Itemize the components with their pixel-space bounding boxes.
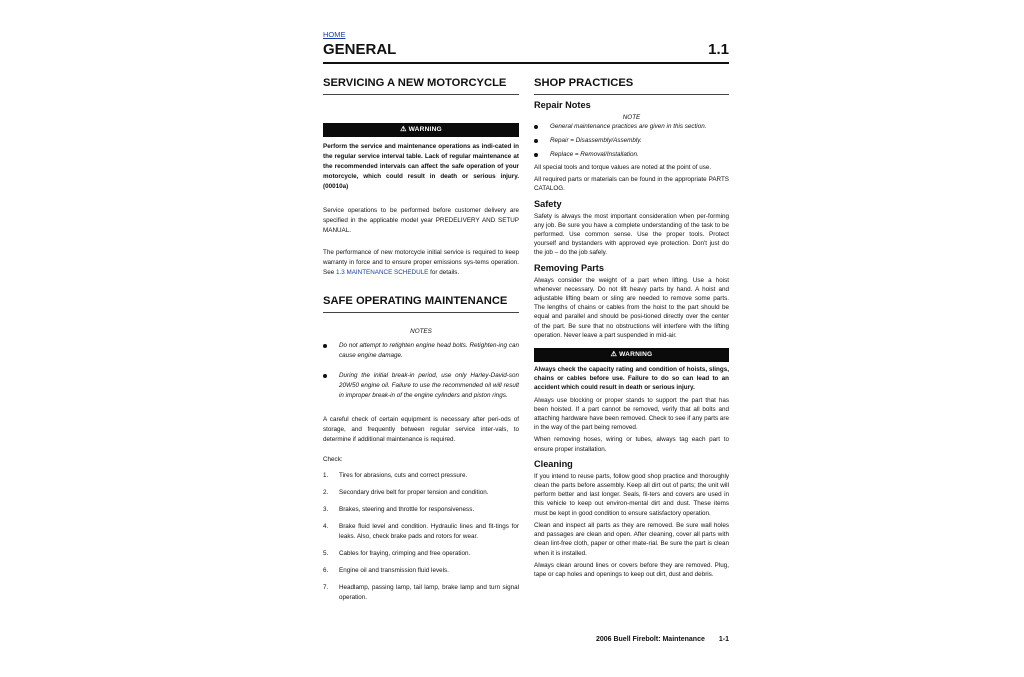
paragraph: Clean and inspect all parts as they are removed. Be sure wall holes and passages are clean and open. After cleaning, cover all parts with clean lint-free cloth, paper or other mate-rial. Be sure the part is clean when it is installed. xyxy=(534,521,729,557)
section-divider xyxy=(323,312,519,313)
list-item: Replace = Removal/Installation. xyxy=(534,150,729,159)
warning-text: Perform the service and maintenance operations as indi-cated in the regular service interval table. Lack of regular maintenance at the recommended intervals can affect the safe operation of your motorcycle, which could result in death or serious injury. (00010a) xyxy=(323,143,519,190)
step-item: 4. Brake fluid level and condition. Hydraulic lines and fit-tings for leaks. Also, check brake pads and rotors for wear. xyxy=(323,523,519,540)
step-item: 7. Headlamp, passing lamp, tail lamp, brake lamp and turn signal operation. xyxy=(323,584,519,601)
maintenance-schedule-link[interactable]: 1.3 MAINTENANCE SCHEDULE xyxy=(335,269,429,276)
paragraph: All special tools and torque values are noted at the point of use. xyxy=(534,164,712,171)
notes-list xyxy=(323,341,519,401)
page-title: GENERAL xyxy=(323,41,397,58)
cleaning-heading: Cleaning xyxy=(534,458,573,469)
list-item: Repair = Disassembly/Assembly. xyxy=(534,136,729,145)
home-link[interactable]: HOME xyxy=(323,30,346,39)
manual-title: 2006 Buell Firebolt: Maintenance xyxy=(595,636,705,643)
step-item: 5. Cables for fraying, crimping and free operation. xyxy=(323,550,471,557)
bullet-icon xyxy=(534,153,538,157)
warning-banner xyxy=(534,348,729,362)
paragraph-with-link xyxy=(323,248,519,278)
check-label: Check: xyxy=(323,456,343,463)
paragraph: A careful check of certain equipment is necessary after peri-ods of storage, and frequently between regular service inter-vals, to determine if additional maintenance is required. xyxy=(323,416,519,443)
paragraph: Always consider the weight of a part when lifting. Use a hoist whenever necessary. Do not lift heavy parts by hand. A hoist and adjustable lifting beam or sling are needed to remove some parts. The lengths of chains or cables from the hoist to the part should be equal and parallel and should be posi-tioned directly over the center of the part. Be sure that no obstructions will interfere with the lifting operation. Never leave a part suspended in mid-air. xyxy=(534,276,729,339)
paragraph: Safety is always the most important consideration when per-forming any job. Be sure you have a complete understanding of the task to be performed. Use common sense. Use the proper tools. Protect yourself and bystanders with approved eye protection. Don't just do the job – do the job safely. xyxy=(534,212,729,257)
page-footer xyxy=(534,636,729,643)
step-item: 1. Tires for abrasions, cuts and correct pressure. xyxy=(323,472,468,479)
check-steps xyxy=(323,471,519,603)
section-divider xyxy=(534,94,729,95)
paragraph: Always clean around lines or covers before they are removed. Plug, tape or cap holes and openings to keep out dirt, dust and debris. xyxy=(534,561,729,578)
page-number: 1-1 xyxy=(718,636,729,643)
step-item: 2. Secondary drive belt for proper tension and condition. xyxy=(323,489,489,496)
safe-operating-heading: SAFE OPERATING MAINTENANCE xyxy=(323,295,508,307)
warning-text: Always check the capacity rating and condition of hoists, slings, chains or cables before use. Failure to do so can lead to an accident which could result in death or serious injury. xyxy=(534,366,729,392)
servicing-heading: SERVICING A NEW MOTORCYCLE xyxy=(323,77,507,89)
paragraph: When removing hoses, wiring or tubes, always tag each part to ensure proper installation. xyxy=(534,436,729,453)
removing-parts-heading: Removing Parts xyxy=(534,262,604,273)
paragraph: Always use blocking or proper stands to support the part that has been hoisted. If a part cannot be removed, verify that all bolts and attaching hardware have been removed. Check to see if any parts are in the way of the part being removed. xyxy=(534,396,729,432)
list-item: During the initial break-in period, use only Harley-David-son 20W50 engine oil. Failure to use the recommended oil will result in improper break-in of the engine cylinders and piston rings. xyxy=(323,371,519,401)
page-title-row xyxy=(323,41,729,61)
list-item: General maintenance practices are given in this section. xyxy=(534,122,729,131)
list-item: Do not attempt to retighten engine head bolts. Retighten-ing can cause engine damage. xyxy=(323,341,519,361)
warning-label: WARNING xyxy=(619,351,653,359)
bullet-icon xyxy=(323,344,327,348)
repair-notes-list xyxy=(534,122,729,159)
left-column xyxy=(323,76,519,603)
bullet-icon xyxy=(534,139,538,143)
warning-icon: ⚠ xyxy=(610,351,618,359)
notes-label: NOTES xyxy=(410,328,432,335)
warning-icon: ⚠ xyxy=(400,126,407,133)
repair-notes-heading: Repair Notes xyxy=(534,100,591,110)
step-item: 6. Engine oil and transmission fluid levels. xyxy=(323,567,449,574)
note-label: NOTE xyxy=(622,114,641,121)
paragraph: If you intend to reuse parts, follow good shop practice and thoroughly clean the parts before assembly. Keep all dirt out of parts; the unit will perform better and last longer. Seals, fil-ters and covers are used in this vehicle to keep out environ-mental dirt and dust. These items must be kept in good condition to ensure satisfactory operation. xyxy=(534,472,729,517)
right-column xyxy=(534,76,729,579)
bullet-icon xyxy=(534,125,538,129)
paragraph: Service operations to be performed before customer delivery are specified in the applicable model year PREDELIVERY AND SETUP MANUAL. xyxy=(323,207,519,234)
section-number: 1.1 xyxy=(708,41,729,58)
text: The performance of new motorcycle initial service is required to keep warranty in force and to ensure proper emissions sys-tems operation. See xyxy=(323,249,519,276)
paragraph: All required parts or materials can be found in the appropriate PARTS CATALOG. xyxy=(534,176,729,193)
shop-practices-heading: SHOP PRACTICES xyxy=(534,77,634,89)
step-item: 3. Brakes, steering and throttle for responsiveness. xyxy=(323,506,475,513)
warning-label: WARNING xyxy=(408,126,442,133)
safety-heading: Safety xyxy=(534,198,562,209)
warning-banner xyxy=(323,123,519,137)
bullet-icon xyxy=(323,374,327,378)
text: for details. xyxy=(430,269,460,276)
title-divider xyxy=(323,62,729,64)
